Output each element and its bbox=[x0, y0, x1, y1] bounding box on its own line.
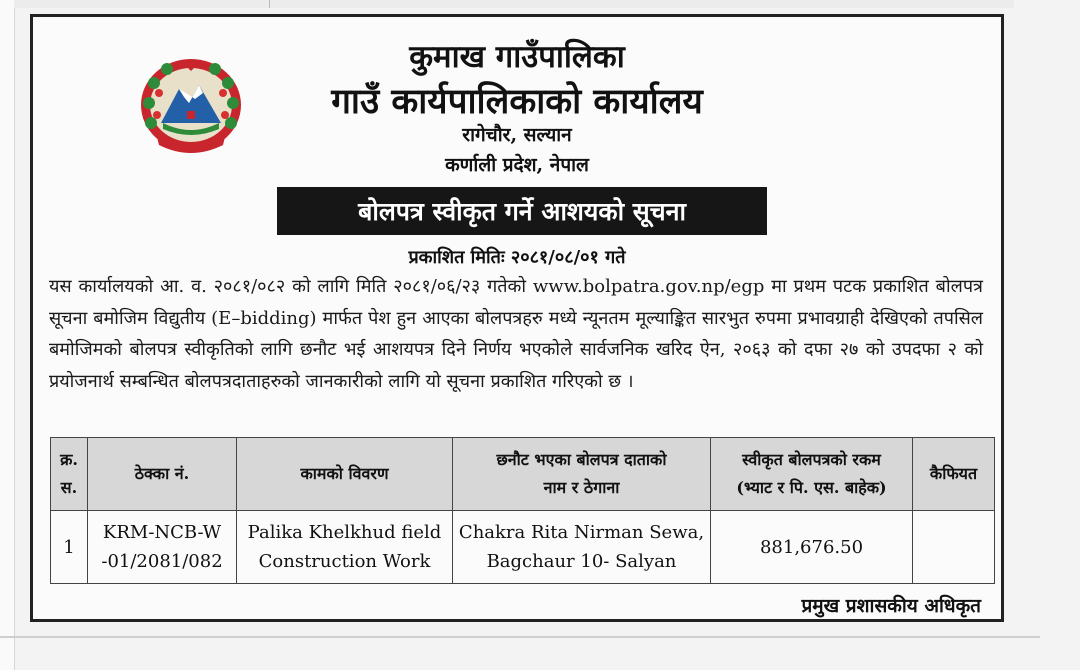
cell-work-description: Palika Khelkhud field Construction Work bbox=[237, 511, 453, 584]
notice-title: बोलपत्र स्वीकृत गर्ने आशयको सूचना bbox=[277, 187, 767, 235]
cell-remarks bbox=[913, 511, 995, 584]
col-header-remarks: कैफियत bbox=[913, 438, 995, 511]
province-country: कर्णाली प्रदेश, नेपाल bbox=[445, 154, 589, 176]
notice-body: यस कार्यालयको आ. व. २०८१/०८२ को लागि मिति २०८१/०६/२३ गतेको www.bolpatra.gov.np/egp मा प्रथम पटक प्रकाशित बोलपत्र सूचना बमोजिम विद्युतीय (E–bidding) मार्फत पेश हुन आएका बोलपत्रहरु मध्ये न्यूनतम मूल्याङ्कित सारभुत रुपमा प्रभावग्राही देखिएको तपसिल बमोजिमको बोलपत्र स्वीकृतिको लागि छनौट भई आशयपत्र दिने निर्णय भएकोले सार्वजनिक खरिद ऐन, २०६३ को दफा २७ को उपदफा २ को प्रयोजनार्थ सम्बन्धित बोलपत्रदाताहरुको जानकारीको लागि यो सूचना प्रकाशित गरिएको छ । bbox=[49, 276, 983, 392]
previous-page-edge bbox=[0, 0, 15, 670]
col-header-amount: स्वीकृत बोलपत्रको रकम (भ्याट र पि. एस. बाहेक) bbox=[711, 438, 913, 511]
signatory-title: प्रमुख प्रशासकीय अधिकृत bbox=[801, 595, 981, 617]
cell-amount: 881,676.50 bbox=[711, 511, 913, 584]
col-header-contract-no: ठेक्का नं. bbox=[88, 438, 237, 511]
col-header-sn: क्र. स. bbox=[51, 438, 88, 511]
tender-notice bbox=[30, 14, 1004, 622]
top-page-cut bbox=[14, 0, 1014, 8]
cell-sn: 1 bbox=[51, 511, 88, 584]
page-divider bbox=[0, 636, 1040, 638]
cell-contract-no: KRM-NCB-W -01/2081/082 bbox=[88, 511, 237, 584]
table-row bbox=[51, 511, 995, 584]
col-header-work-description: कामको विवरण bbox=[237, 438, 453, 511]
cell-bidder: Chakra Rita Nirman Sewa, Bagchaur 10- Salyan bbox=[453, 511, 711, 584]
selected-bid-table bbox=[50, 437, 995, 584]
col-header-bidder: छनौट भएका बोलपत्र दाताको नाम र ठेगाना bbox=[453, 438, 711, 511]
published-date: प्रकाशित मितिः २०८१/०८/०१ गते bbox=[408, 247, 626, 268]
table-header-row bbox=[51, 438, 995, 511]
municipality-name: कुमाख गाउँपालिका bbox=[409, 39, 625, 75]
office-name: गाउँ कार्यपालिकाको कार्यालय bbox=[331, 81, 703, 122]
office-address: रागेचौर, सल्यान bbox=[462, 124, 572, 146]
